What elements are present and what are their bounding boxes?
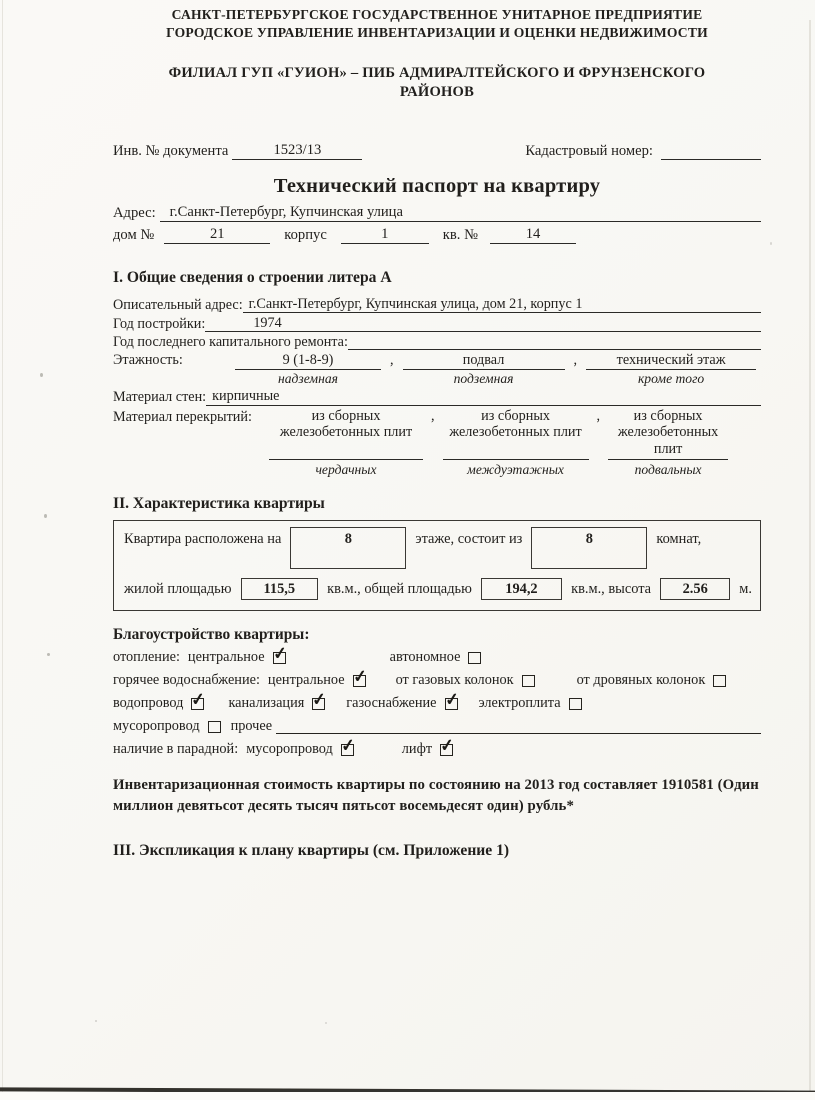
hot-water-row: [113, 671, 761, 690]
central-heating-checkbox: [273, 652, 286, 664]
consists-of-label: этаже, состоит из: [415, 531, 523, 548]
wood-column-checkbox: [713, 675, 726, 687]
autonomous-heating-label: автономное: [389, 649, 461, 666]
section3-heading: III. Экспликация к плану квартиры (см. Приложение 1): [113, 842, 510, 860]
gas-supply-label: газоснабжение: [346, 695, 437, 712]
floors-interfloor-caption: междуэтажных: [467, 462, 564, 478]
descriptive-address-row: [113, 296, 761, 313]
rooms-suffix-label: комнат,: [656, 531, 702, 548]
sewerage-label: канализация: [228, 695, 305, 712]
height-label: кв.м., высота: [571, 580, 652, 597]
storeys-underground-cell: [403, 352, 565, 387]
document-meta-row: [113, 142, 761, 160]
rooms-count-box: 8: [531, 527, 647, 569]
storeys-underground-caption: подземная: [453, 370, 514, 386]
entrance-garbage-chute-label: мусоропровод: [246, 741, 333, 758]
floors-material-row: [113, 408, 761, 479]
characteristics-row2: [124, 578, 752, 600]
entrance-amenities-row: [113, 740, 761, 759]
org-name-line2: ГОРОДСКОЕ УПРАВЛЕНИЕ ИНВЕНТАРИЗАЦИИ И ОЦЕНКИ НЕДВИЖИМОСТИ: [166, 25, 708, 40]
entrance-garbage-chute-checkbox: [341, 744, 354, 756]
amenities-heading: Благоустройство квартиры:: [113, 626, 310, 644]
address-value: г.Санкт-Петербург, Купчинская улица: [160, 204, 761, 222]
separator-comma: ,: [596, 407, 601, 424]
water-supply-checkbox: [191, 698, 204, 710]
section2-heading: II. Характеристика квартиры: [113, 495, 325, 513]
total-area-label: кв.м., общей площадью: [327, 580, 472, 597]
inventory-number-label: Инв. № документа: [113, 143, 229, 159]
amenity-item: [390, 648, 482, 667]
overhaul-year-label: Год последнего капитального ремонта:: [113, 333, 348, 350]
walls-material-label: Материал стен:: [113, 389, 207, 406]
entrance-label: наличие в парадной:: [113, 741, 239, 758]
amenity-item: [188, 648, 286, 667]
floors-basement-value: из сборных железобетонных плит: [608, 408, 728, 461]
elevator-label: лифт: [401, 741, 433, 758]
garbage-chute-checkbox: [208, 721, 221, 733]
address-label: Адрес:: [113, 205, 156, 221]
year-built-label: Год постройки:: [113, 315, 206, 332]
living-area-label: жилой площадью: [124, 580, 232, 597]
central-hot-water-label: центральное: [267, 672, 345, 689]
storeys-above-ground-caption: надземная: [278, 370, 338, 386]
electric-stove-checkbox: [569, 698, 582, 710]
living-area-box: 115,5: [241, 578, 319, 600]
storeys-other-value: технический этаж: [586, 352, 756, 370]
total-area-box: 194,2: [481, 578, 562, 600]
height-box: 2.56: [660, 578, 730, 600]
year-built-value: 1974: [205, 315, 761, 332]
garbage-chute-label: мусоропровод: [113, 718, 200, 735]
scan-speck: [44, 514, 47, 518]
storeys-underground-value: подвал: [403, 352, 565, 370]
inventory-valuation-text: Инвентаризационная стоимость квартиры по состоянию на 2013 год составляет 1910581 (Один миллион девятьсот десять тысяч пятьсот восемьдесят один) рубль*: [113, 777, 759, 815]
water-supply-label: водопровод: [113, 695, 184, 712]
cadastre-number-value: [661, 159, 761, 160]
floors-basement-caption: подвальных: [634, 462, 702, 478]
scan-speck: [770, 242, 772, 245]
scan-speck: [40, 373, 43, 377]
sewerage-checkbox: [312, 698, 325, 710]
storeys-above-ground-value: 9 (1-8-9): [235, 352, 381, 370]
central-hot-water-checkbox: [353, 675, 366, 687]
house-row: [113, 226, 761, 244]
other-value-line: [276, 719, 761, 734]
autonomous-heating-checkbox: [468, 652, 481, 664]
located-on-label: Квартира расположена на: [124, 531, 282, 548]
separator-comma: ,: [390, 351, 394, 368]
storeys-above-ground-cell: [235, 352, 381, 387]
height-unit-label: м.: [739, 580, 752, 597]
amenity-item: [346, 694, 457, 713]
floors-attic-value: из сборных железобетонных плит: [269, 408, 423, 461]
document-content: [113, 0, 761, 860]
document-title: Технический паспорт на квартиру: [273, 175, 601, 197]
gas-column-label: от газовых колонок: [395, 672, 514, 689]
floors-attic-cell: [269, 408, 423, 479]
scan-speck: [325, 1022, 327, 1024]
amenity-item: [396, 671, 535, 690]
central-heating-label: центральное: [187, 649, 265, 666]
overhaul-year-value: [348, 349, 761, 350]
separator-comma: ,: [573, 351, 578, 368]
walls-material-row: [113, 388, 761, 405]
amenity-item: [577, 671, 727, 690]
gas-column-checkbox: [522, 675, 535, 687]
amenity-item: [479, 694, 582, 713]
wood-column-label: от дровяных колонок: [576, 672, 706, 689]
storeys-row: [113, 352, 761, 387]
inventory-number-value: 1523/13: [232, 142, 362, 160]
amenity-item: [402, 740, 453, 759]
storeys-label: Этажность:: [113, 351, 183, 368]
floors-basement-cell: [608, 408, 728, 479]
amenity-item: [268, 671, 366, 690]
storeys-other-cell: [586, 352, 756, 387]
hot-water-label: горячее водоснабжение:: [113, 672, 260, 689]
building-value: 1: [341, 226, 429, 244]
heating-row: [113, 648, 761, 667]
garbage-chute-row: [113, 717, 761, 736]
apartment-characteristics-box: [113, 520, 761, 611]
gas-supply-checkbox: [445, 698, 458, 710]
scan-speck: [95, 1020, 97, 1022]
branch-name: ФИЛИАЛ ГУП «ГУИОН» – ПИБ АДМИРАЛТЕЙСКОГО И ФРУНЗЕНСКОГО РАЙОНОВ: [168, 65, 706, 100]
characteristics-row1: [124, 527, 752, 569]
organization-header: [113, 6, 761, 42]
walls-material-value: кирпичные: [206, 388, 761, 405]
floors-material-label: Материал перекрытий:: [113, 408, 252, 425]
amenity-item: [113, 717, 221, 736]
electric-stove-label: электроплита: [478, 695, 561, 712]
amenity-item: [228, 694, 325, 713]
section1-heading: I. Общие сведения о строении литера А: [113, 269, 392, 286]
descriptive-address-label: Описательный адрес:: [113, 297, 243, 313]
amenity-item: [246, 740, 354, 759]
flat-number-value: 14: [490, 226, 576, 244]
amenity-item: [113, 694, 204, 713]
separator-comma: ,: [431, 407, 435, 424]
floors-interfloor-value: из сборных железобетонных плит: [443, 408, 589, 461]
scan-right-edge: [809, 20, 811, 1100]
address-row: [113, 204, 761, 222]
floors-interfloor-cell: [443, 408, 589, 479]
org-name-line1: САНКТ-ПЕТЕРБУРГСКОЕ ГОСУДАРСТВЕННОЕ УНИТАРНОЕ ПРЕДПРИЯТИЕ: [171, 7, 703, 22]
house-number-label: дом №: [113, 227, 155, 243]
scan-below-page-area: [0, 1092, 815, 1100]
building-label: корпус: [284, 227, 327, 243]
year-built-row: [113, 315, 761, 332]
heating-label: отопление:: [113, 649, 180, 666]
descriptive-address-value: г.Санкт-Петербург, Купчинская улица, дом 21, корпус 1: [243, 296, 761, 313]
floors-attic-caption: чердачных: [315, 462, 377, 478]
scan-left-edge: [2, 0, 3, 1100]
overhaul-year-row: [113, 334, 761, 350]
floor-number-box: 8: [290, 527, 406, 569]
elevator-checkbox: [440, 744, 453, 756]
cadastre-number-label: Кадастровый номер:: [525, 143, 653, 159]
house-number-value: 21: [164, 226, 270, 244]
other-label: прочее: [230, 718, 273, 735]
utilities-row: [113, 694, 761, 713]
storeys-other-caption: кроме того: [637, 370, 705, 386]
scan-speck: [47, 653, 50, 656]
flat-number-label: кв. №: [442, 227, 478, 243]
